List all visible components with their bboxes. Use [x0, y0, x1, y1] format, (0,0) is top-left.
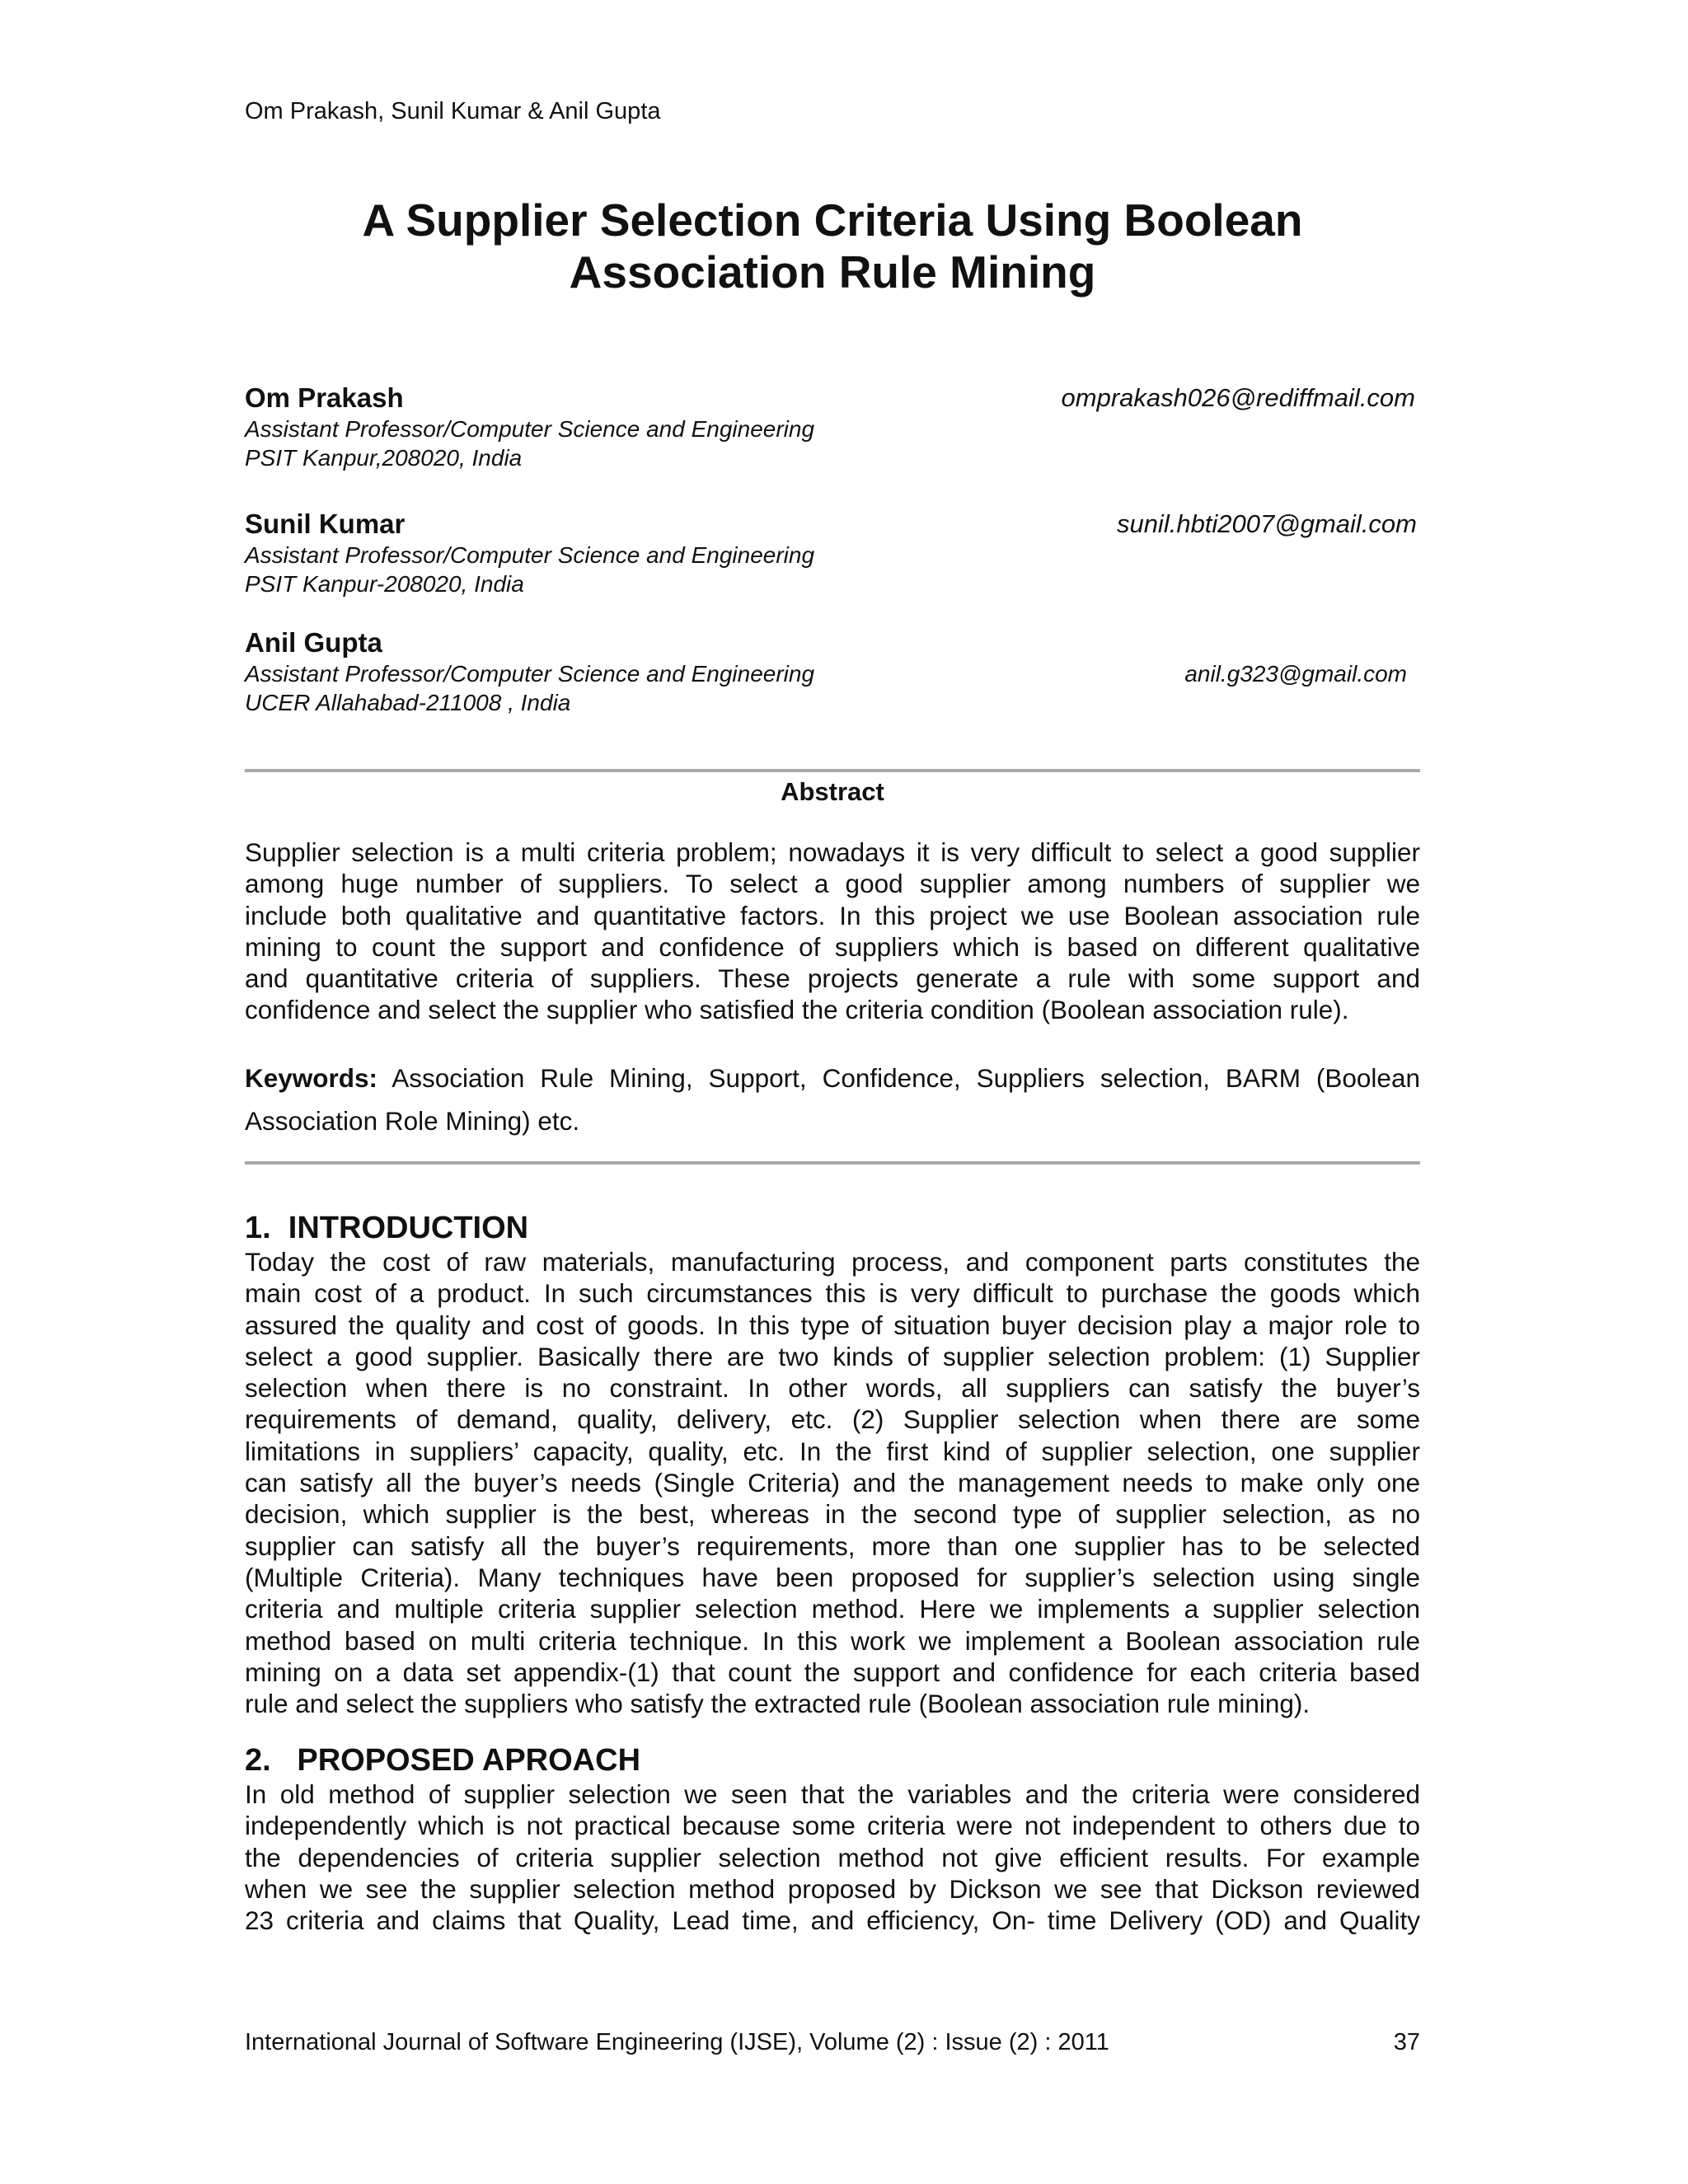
author-name: Anil Gupta: [245, 627, 382, 658]
section-heading-introduction: 1. INTRODUCTION: [245, 1211, 529, 1245]
text-line: mining on a data set appendix-(1) that count the support and confidence for each criteria based: [245, 1657, 1420, 1687]
running-head: Om Prakash, Sunil Kumar & Anil Gupta: [245, 98, 661, 124]
text-line: supplier can satisfy all the buyer’s requirements, more than one supplier has to be selected: [245, 1530, 1420, 1561]
text-line: limitations in suppliers’ capacity, quality, etc. In the first kind of supplier selection, one supplier: [245, 1436, 1420, 1466]
text-line: include both qualitative and quantitative factors. In this project we use Boolean association rule: [245, 900, 1420, 930]
section-heading-proposed-approach: 2. PROPOSED APROACH: [245, 1743, 641, 1778]
text-line: Supplier selection is a multi criteria problem; nowadays it is very difficult to select a good supplier: [245, 837, 1420, 867]
text-line: (Multiple Criteria). Many techniques have been proposed for supplier’s selection using single: [245, 1562, 1420, 1592]
abstract-text: [245, 837, 1420, 1026]
text-line: selection when there is no constraint. In other words, all suppliers can satisfy the buyer’s: [245, 1373, 1420, 1404]
author-affiliation: Assistant Professor/Computer Science and Engineering: [245, 661, 815, 687]
text-line: method based on multi criteria technique. In this work we implement a Boolean association rule: [245, 1625, 1420, 1656]
paper-title: [245, 194, 1420, 298]
page-number: 37: [1393, 2029, 1420, 2055]
author-email[interactable]: anil.g323@gmail.com: [1184, 661, 1407, 687]
paper-title-line-1: A Supplier Selection Criteria Using Boolean: [362, 194, 1303, 246]
top-divider: [245, 769, 1420, 772]
text-line: independently which is not practical because some criteria were not independent to others due to: [245, 1811, 1420, 1841]
text-line: Today the cost of raw materials, manufacturing process, and component parts constitutes the: [245, 1247, 1420, 1277]
footer-journal: International Journal of Software Engineering (IJSE), Volume (2) : Issue (2) : 2011: [245, 2029, 1109, 2055]
text-line: mining to count the support and confidence of suppliers which is based on different qualitative: [245, 931, 1420, 962]
text-line: and quantitative criteria of suppliers. These projects generate a rule with some support and: [245, 963, 1420, 994]
author-location: UCER Allahabad-211008 , India: [245, 690, 571, 715]
author-block-1: [245, 382, 1420, 472]
text-line: confidence and select the supplier who satisfied the criteria condition (Boolean association rule).: [245, 995, 1349, 1025]
author-name: Om Prakash: [245, 382, 404, 413]
author-affiliation: Assistant Professor/Computer Science and Engineering: [245, 416, 815, 442]
text-line: assured the quality and cost of goods. In this type of situation buyer decision play a major role to: [245, 1310, 1420, 1340]
keywords-line-1: [245, 1057, 1420, 1099]
keywords-label: Keywords:: [245, 1063, 378, 1093]
keywords-line-2: Association Role Mining) etc.: [245, 1106, 580, 1136]
paper-title-line-2: Association Rule Mining: [569, 246, 1096, 298]
author-block-2: [245, 508, 1420, 598]
text-line: criteria and multiple criteria supplier selection method. Here we implements a supplier selection: [245, 1594, 1420, 1624]
keywords: [245, 1057, 1420, 1142]
text-line: 23 criteria and claims that Quality, Lead time, and efficiency, On- time Delivery (OD) and Quality: [245, 1905, 1420, 1936]
text-line: can satisfy all the buyer’s needs (Single Criteria) and the management needs to make only one: [245, 1468, 1420, 1498]
text-line: main cost of a product. In such circumstances this is very difficult to purchase the goods which: [245, 1278, 1420, 1309]
text-line: the dependencies of criteria supplier selection method not give efficient results. For example: [245, 1842, 1420, 1872]
author-affiliation: Assistant Professor/Computer Science and Engineering: [245, 542, 815, 568]
author-name: Sunil Kumar: [245, 509, 406, 539]
text-line: select a good supplier. Basically there are two kinds of supplier selection problem: (1) Supplier: [245, 1341, 1420, 1371]
proposed-approach-text: [245, 1779, 1420, 1936]
text-line: In old method of supplier selection we seen that the variables and the criteria were considered: [245, 1779, 1420, 1809]
author-location: PSIT Kanpur,208020, India: [245, 445, 523, 471]
keywords-text: Association Rule Mining, Support, Confidence, Suppliers selection, BARM (Boolean: [377, 1063, 1420, 1093]
text-line: rule and select the suppliers who satisfy the extracted rule (Boolean association rule mining).: [245, 1689, 1311, 1719]
bottom-divider: [245, 1161, 1420, 1165]
author-email[interactable]: sunil.hbti2007@gmail.com: [1116, 509, 1417, 538]
abstract-heading: Abstract: [781, 777, 884, 806]
text-line: when we see the supplier selection method proposed by Dickson we see that Dickson reviewed: [245, 1873, 1420, 1904]
text-line: requirements of demand, quality, delivery, etc. (2) Supplier selection when there are some: [245, 1404, 1420, 1435]
text-line: decision, which supplier is the best, whereas in the second type of supplier selection, as no: [245, 1499, 1420, 1530]
author-email[interactable]: omprakash026@rediffmail.com: [1061, 383, 1415, 412]
author-block-3: [245, 626, 1420, 717]
introduction-text: [245, 1246, 1420, 1719]
text-line: among huge number of suppliers. To select a good supplier among numbers of supplier we: [245, 869, 1420, 899]
author-location: PSIT Kanpur-208020, India: [245, 571, 524, 597]
